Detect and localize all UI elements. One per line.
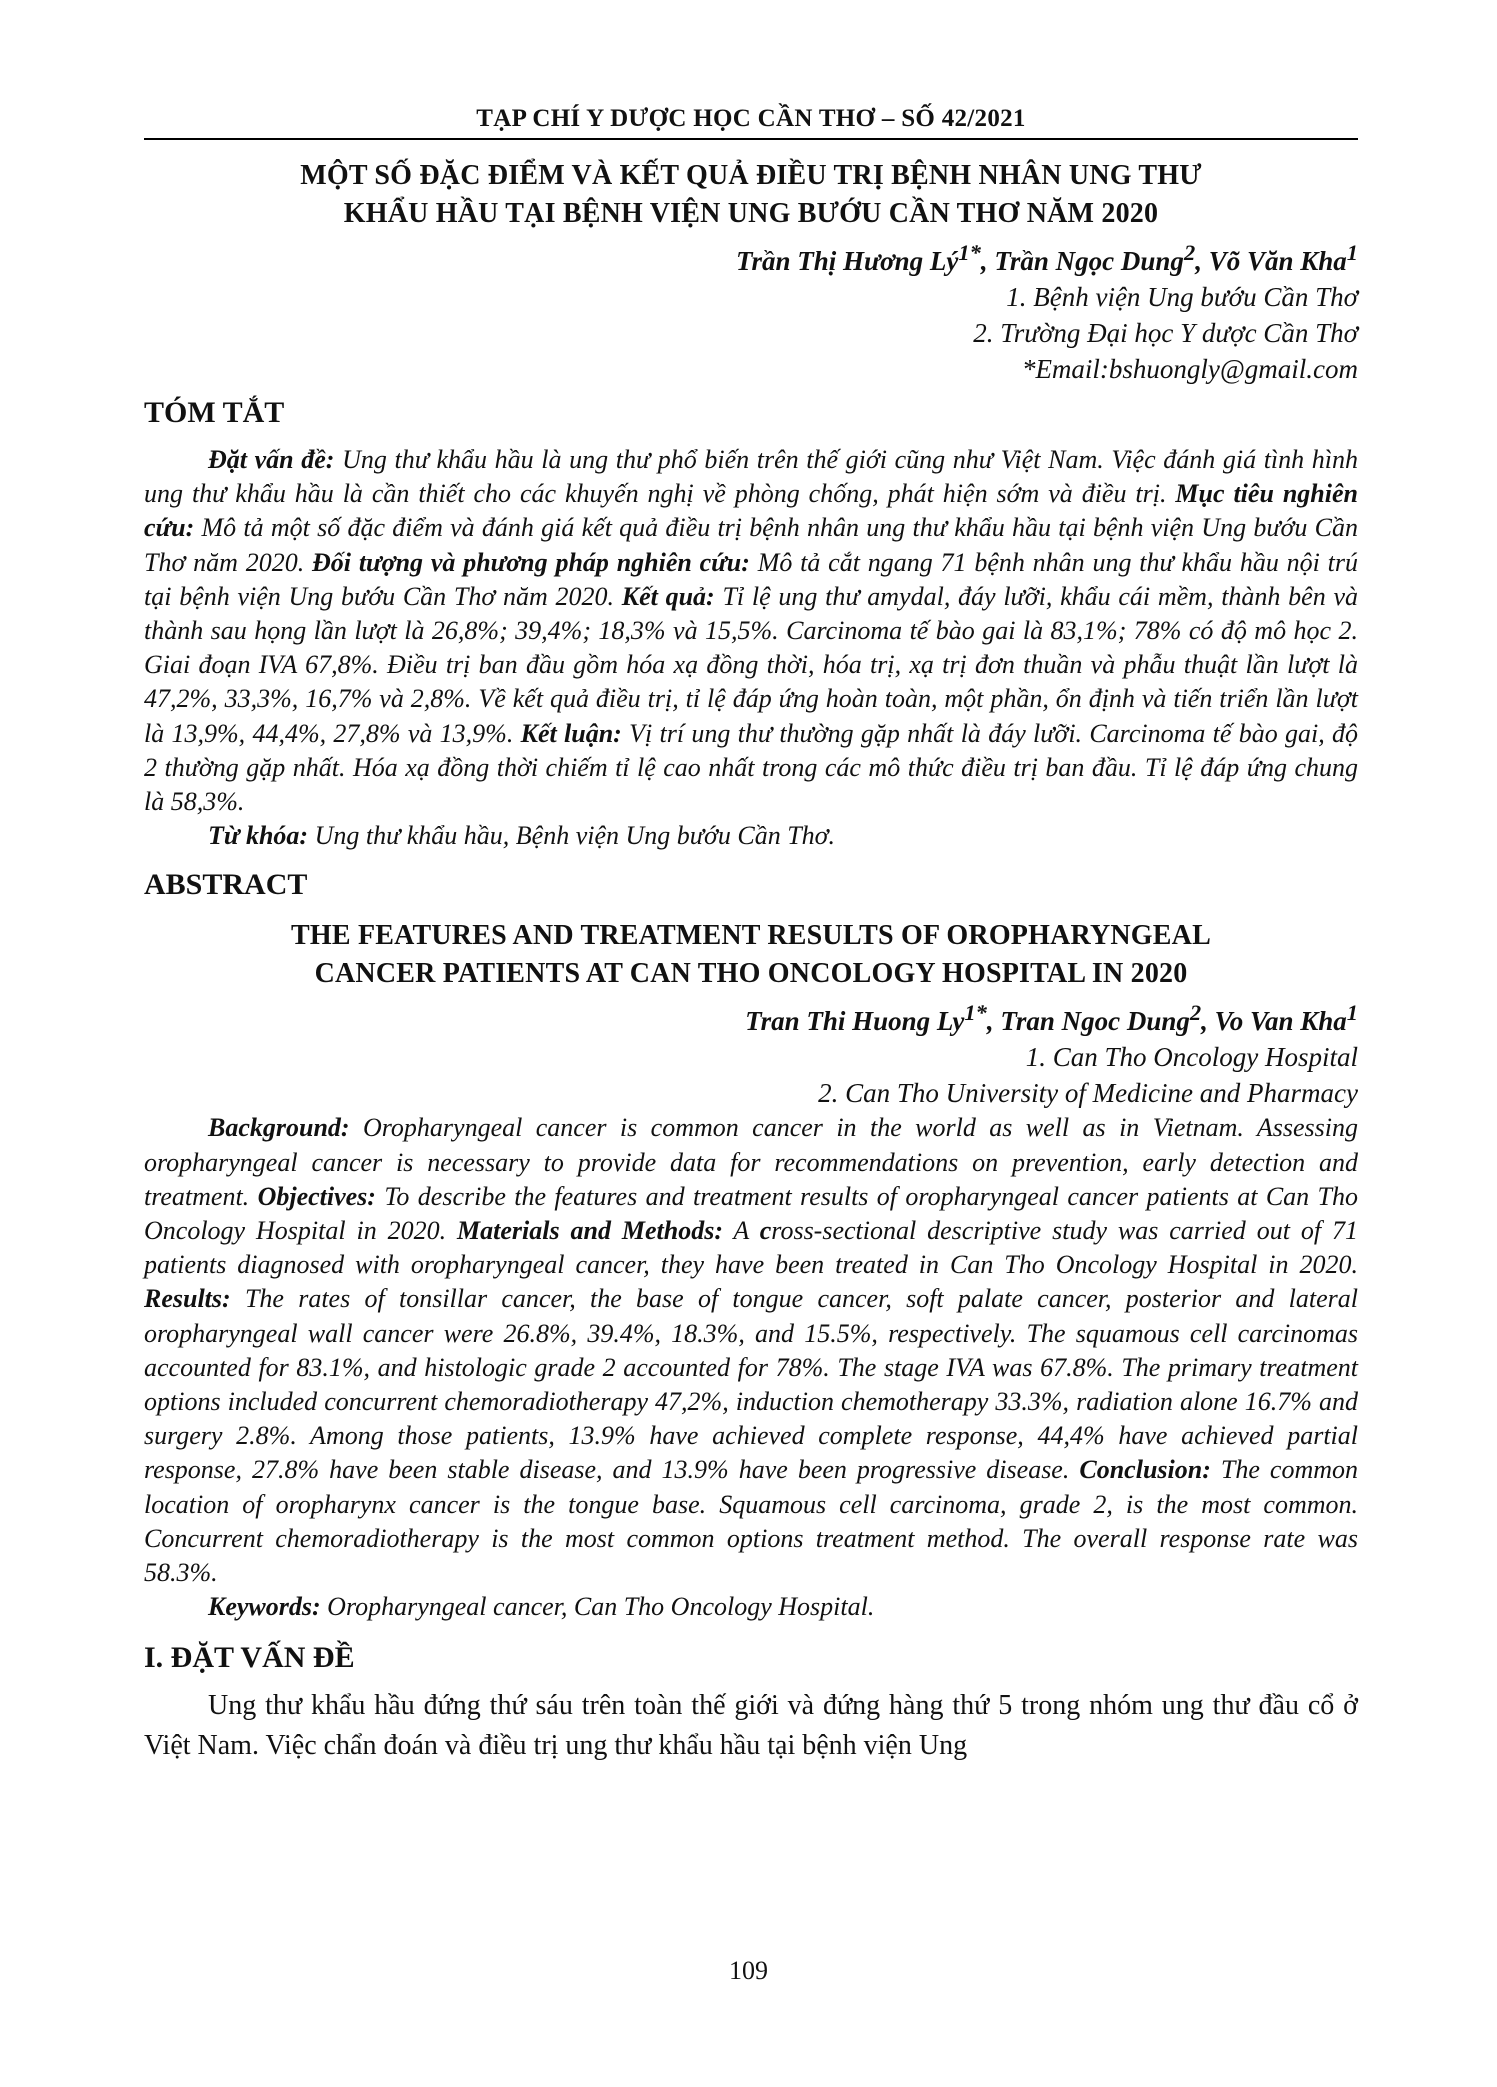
en-kw-label: Keywords: [208, 1592, 321, 1622]
section1-paragraph: Ung thư khẩu hầu đứng thứ sáu trên toàn thế giới và đứng hàng thứ 5 trong nhóm ung thư đầu cổ ở Việt Nam. Việc chẩn đoán và điều trị ung thư khẩu hầu tại bệnh viện Ung [144, 1690, 1358, 1762]
vn-obj-text: Mô tả một số đặc điểm và đánh giá kết quả điều trị bệnh nhân ung thư khẩu hầu tại bệnh viện Ung bướu Cần Thơ năm 2020. [144, 513, 1358, 577]
en-res-text: The rates of tonsillar cancer, the base of tongue cancer, soft palate cancer, posterior and lateral oropharyngeal wall cancer were 26.8%, 39.4%, 18.3%, and 15.5%, respectively. The squamous cell carcinomas accounted for 83.1%, and histologic grade 2 accounted for 78%. The stage IVA was 67.8%. The primary treatment options included concurrent chemoradiotherapy 47,2%, induction chemotherapy 33.3%, radiation alone 16.7% and surgery 2.8%. Among those patients, 13.9% have achieved complete response, 44,4% have achieved partial response, 27.8% have been stable disease, and 13.9% have been progressive disease. [144, 1284, 1358, 1485]
en-title [144, 917, 1358, 993]
en-obj-label: Objectives: [257, 1181, 376, 1211]
vn-bg-text: Ung thư khẩu hầu là ung thư phổ biến trên thế giới cũng như Việt Nam. Việc đánh giá tình hình ung thư khẩu hầu là cần thiết cho các khuyến nghị về phòng chống, phát hiện sớm và điều trị. [144, 445, 1359, 509]
en-author3: , Vo Van Kha [1201, 1006, 1347, 1037]
vn-keywords [144, 819, 1358, 853]
vn-res-label: Kết quả: [621, 581, 715, 611]
en-abstract-paragraph [144, 1111, 1358, 1590]
vn-author1-sup: 1* [958, 240, 981, 265]
en-conc-text: The common location of oropharynx cancer is the tongue base. Squamous cell carcinoma, grade 2, is the most common. Concurrent chemoradiotherapy is the most common options treatment method. The overall response rate was 58.3%. [144, 1455, 1358, 1588]
vn-author1: Trần Thị Hương Lý [735, 246, 959, 276]
vn-author2-sup: 2 [1183, 240, 1196, 265]
en-kw-text: Oropharyngeal cancer, Can Tho Oncology Hospital. [320, 1592, 875, 1622]
vn-title [144, 157, 1358, 233]
vn-conc-text: Vị trí ung thư thường gặp nhất là đáy lưỡi. Carcinoma tế bào gai, độ 2 thường gặp nhất. Hóa xạ đồng thời chiếm tỉ lệ cao nhất trong các mô thức điều trị ban đầu. Tỉ lệ đáp ứng chung là 58,3%. [144, 718, 1358, 817]
vn-kw-text: Ung thư khẩu hầu, Bệnh viện Ung bướu Cần Thơ. [308, 821, 836, 851]
abstract-heading: ABSTRACT [144, 868, 308, 902]
vn-affiliation-2: 2. Trường Đại học Y dược Cần Thơ [973, 318, 1358, 348]
journal-header: TẠP CHÍ Y DƯỢC HỌC CẦN THƠ – SỐ 42/2021 [476, 105, 1026, 132]
en-affiliation-1: 1. Can Tho Oncology Hospital [1025, 1042, 1358, 1073]
en-bg-label: Background: [208, 1113, 350, 1143]
en-title-line1: THE FEATURES AND TREATMENT RESULTS OF OROPHARYNGEAL [291, 920, 1211, 952]
vn-author2: , Trần Ngọc Dung [980, 246, 1184, 276]
vn-email: *Email:bshuongly@gmail.com [1021, 354, 1358, 384]
en-meth-text-b: ross-sectional descriptive study was carried out of 71 patients diagnosed with oropharyngeal cancer, they have been treated in Can Tho Oncology Hospital in 2020. [144, 1216, 1358, 1280]
en-author2: , Tran Ngoc Dung [986, 1006, 1190, 1037]
page-number: 109 [729, 1956, 768, 1985]
vn-obj-label: Mục tiêu nghiên cứu: [144, 479, 1358, 543]
vn-meth-label: Đối tượng và phương pháp nghiên cứu: [312, 547, 750, 577]
vn-author3-sup: 1 [1346, 240, 1358, 265]
vn-meth-text: Mô tả cắt ngang 71 bệnh nhân ung thư khẩu hầu nội trú tại bệnh viện Ung bướu Cần Thơ năm 2020. [144, 547, 1359, 611]
vn-bg-label: Đặt vấn đề: [208, 445, 335, 474]
en-keywords [144, 1590, 1358, 1624]
en-affiliation-2: 2. Can Tho University of Medicine and Pharmacy [818, 1078, 1358, 1109]
vn-authors [144, 235, 1358, 279]
en-meth-text-a: A [722, 1216, 760, 1246]
vn-title-line1: MỘT SỐ ĐẶC ĐIỂM VÀ KẾT QUẢ ĐIỀU TRỊ BỆNH NHÂN UNG THƯ [300, 160, 1202, 191]
en-conc-label: Conclusion: [1079, 1455, 1211, 1485]
vn-title-line2: KHẨU HẦU TẠI BỆNH VIỆN UNG BƯỚU CẦN THƠ NĂM 2020 [343, 198, 1159, 229]
en-meth-bold-c: c [759, 1216, 772, 1246]
vn-author3: , Võ Văn Kha [1195, 246, 1347, 276]
vn-summary-paragraph [144, 443, 1358, 819]
vn-res-text: Tỉ lệ ung thư amydal, đáy lưỡi, khẩu cái mềm, thành bên và thành sau họng lần lượt là 26,8%; 39,4%; 18,3% và 15,5%. Carcinoma tế bào gai là 83,1%; 78% có độ mô học 2. Giai đoạn IVA 67,8%. Điều trị ban đầu gồm hóa xạ đồng thời, hóa trị, xạ trị đơn thuần và phẫu thuật lần lượt là 47,2%, 33,3%, 16,7% và 2,8%. Về kết quả điều trị, tỉ lệ đáp ứng hoàn toàn, một phần, ổn định và tiến triển lần lượt là 13,9%, 44,4%, 27,8% và 13,9%. [144, 581, 1358, 748]
en-meth-label: Materials and Methods: [457, 1216, 723, 1246]
en-res-label: Results: [144, 1284, 231, 1314]
header-rule [144, 138, 1358, 140]
en-bg-text: Oropharyngeal cancer is common cancer in the world as well as in Vietnam. Assessing oropharyngeal cancer is necessary to provide data for recommendations on prevention, early detection and treatment. [144, 1113, 1358, 1211]
paper-page [144, 0, 1358, 1766]
en-author1: Tran Thi Huong Ly [745, 1006, 965, 1037]
en-author3-sup: 1 [1346, 1000, 1358, 1026]
en-author1-sup: 1* [964, 1000, 987, 1026]
en-title-line2: CANCER PATIENTS AT CAN THO ONCOLOGY HOSPITAL IN 2020 [314, 958, 1188, 990]
en-author2-sup: 2 [1189, 1000, 1202, 1026]
en-authors [144, 995, 1358, 1039]
summary-heading: TÓM TẮT [144, 396, 285, 429]
en-obj-text: To describe the features and treatment results of oropharyngeal cancer patients at Can Tho Oncology Hospital in 2020. [144, 1181, 1359, 1246]
section1-heading: I. ĐẶT VẤN ĐỀ [144, 1641, 355, 1675]
vn-conc-label: Kết luận: [520, 718, 622, 748]
vn-affiliation-1: 1. Bệnh viện Ung bướu Cần Thơ [1006, 282, 1358, 312]
vn-kw-label: Từ khóa: [208, 821, 309, 851]
